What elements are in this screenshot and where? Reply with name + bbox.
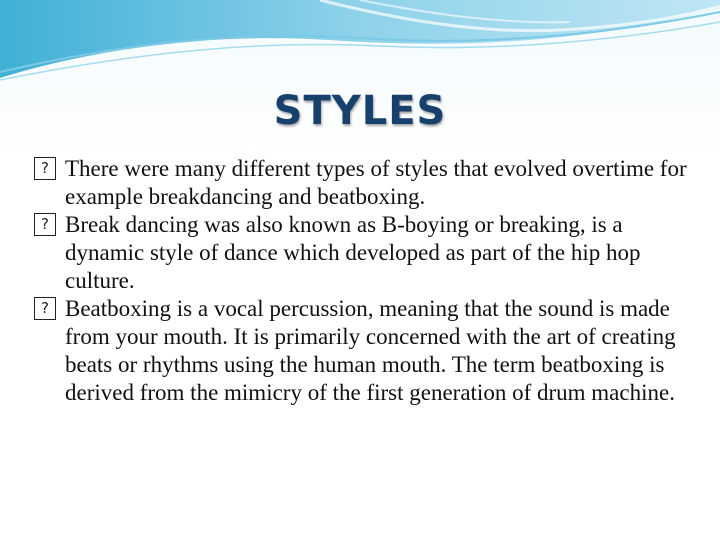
bullet-item bbox=[34, 295, 694, 407]
bullet-item bbox=[34, 155, 694, 211]
slide-body bbox=[34, 155, 694, 407]
bullet-text: There were many different types of styles that evolved overtime for example breakdancing and beatboxing. bbox=[65, 156, 687, 209]
decorative-wave-header bbox=[0, 0, 720, 90]
bullet-item bbox=[34, 211, 694, 295]
bullet-glyph-icon: ? bbox=[34, 213, 56, 236]
bullet-text: Break dancing was also known as B-boying or breaking, is a dynamic style of dance which developed as part of the hip hop culture. bbox=[65, 212, 641, 293]
bullet-text: Beatboxing is a vocal percussion, meaning that the sound is made from your mouth. It is primarily concerned with the art of creating beats or rhythms using the human mouth. The term beatboxing is derived from the mimicry of the first generation of drum machine. bbox=[65, 296, 676, 405]
slide-title: STYLES bbox=[273, 88, 447, 134]
bullet-glyph-icon: ? bbox=[34, 157, 56, 180]
bullet-glyph-icon: ? bbox=[34, 297, 56, 320]
